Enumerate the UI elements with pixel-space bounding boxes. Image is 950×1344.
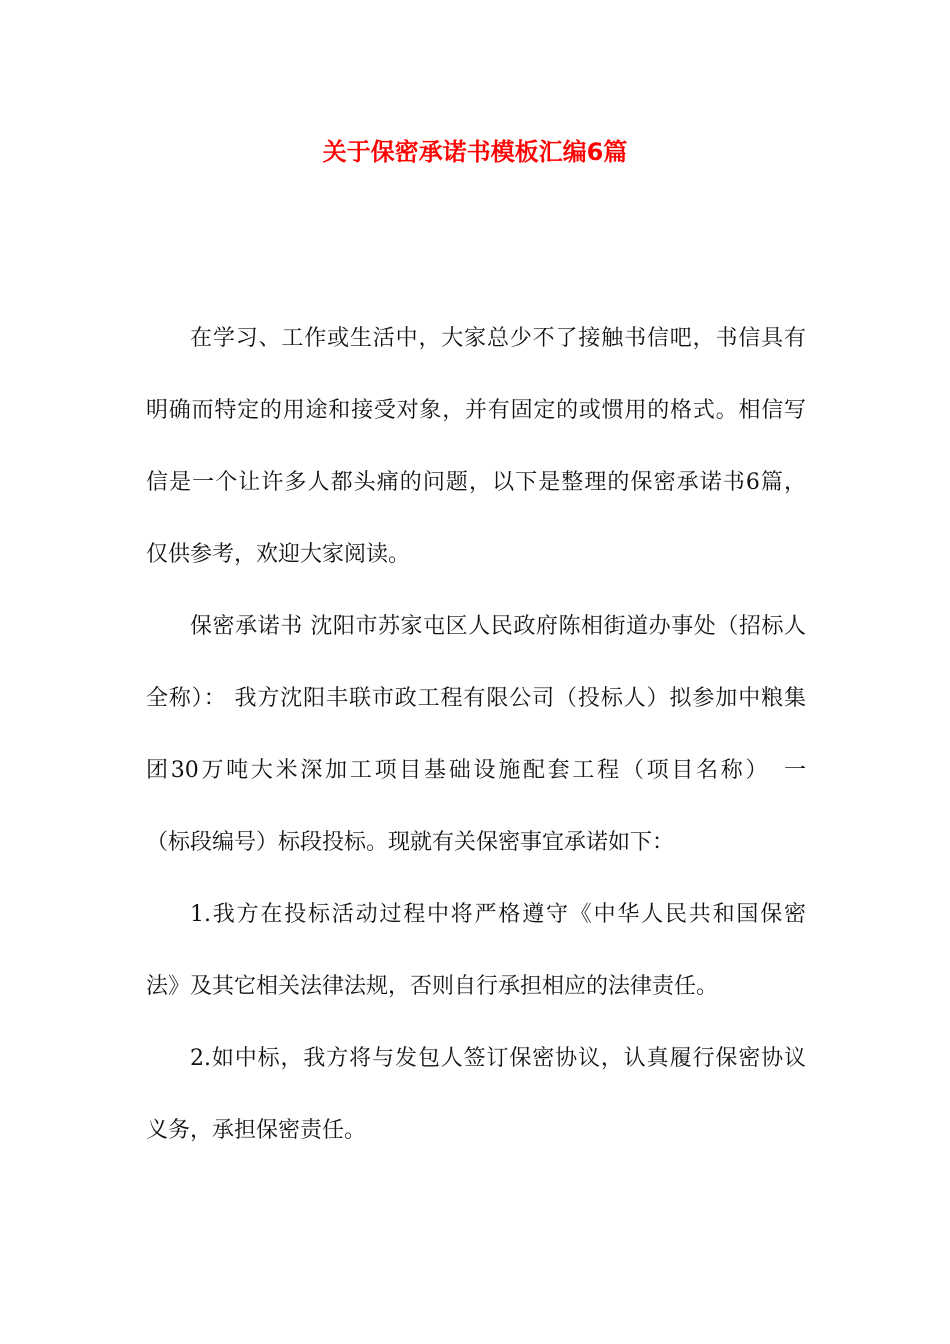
text-line: 全称）： 我方沈阳丰联市政工程有限公司（投标人）拟参加中粮集 [146, 686, 806, 711]
text-line: 仅供参考，欢迎大家阅读。 [146, 542, 411, 567]
text-line: 保密承诺书 沈阳市苏家屯区人民政府陈相街道办事处（招标人 [190, 614, 806, 639]
text-line: 2.如中标，我方将与发包人签订保密协议，认真履行保密协议 [190, 1046, 806, 1071]
text-line: 1.我方在投标活动过程中将严格遵守《中华人民共和国保密 [190, 902, 806, 927]
text-line: 在学习、工作或生活中，大家总少不了接触书信吧，书信具有 [190, 326, 806, 351]
text-line: 信是一个让许多人都头痛的问题，以下是整理的保密承诺书6篇， [146, 470, 806, 495]
text-line: （标段编号）标段投标。现就有关保密事宜承诺如下： [146, 830, 675, 855]
text-line: 明确而特定的用途和接受对象，并有固定的或惯用的格式。相信写 [146, 398, 806, 423]
text-line: 法》及其它相关法律法规，否则自行承担相应的法律责任。 [146, 974, 719, 999]
text-line: 义务，承担保密责任。 [146, 1118, 367, 1143]
document-body [146, 317, 806, 1181]
document-title: 关于保密承诺书模板汇编6篇 [322, 138, 628, 166]
text-line: 团30万吨大米深加工项目基础设施配套工程（项目名称） 一 [146, 758, 806, 783]
